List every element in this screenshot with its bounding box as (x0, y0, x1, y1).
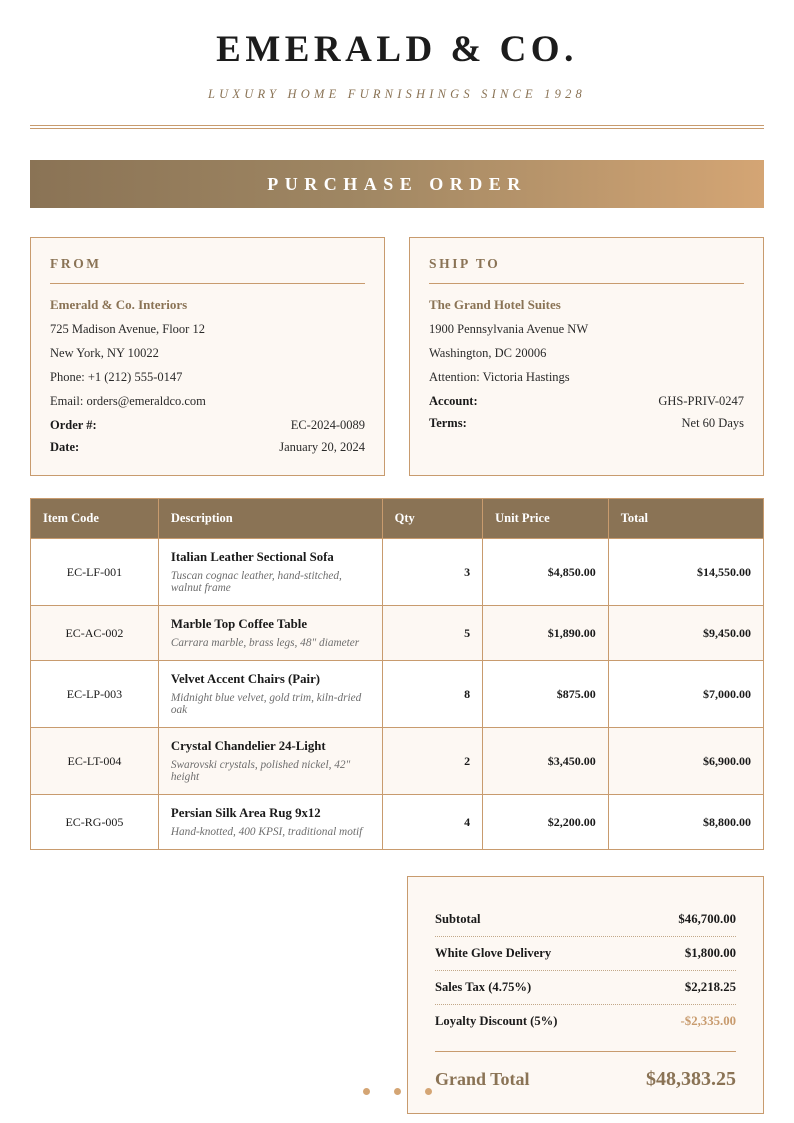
cell-unit-price: $1,890.00 (483, 606, 609, 661)
total-label: Loyalty Discount (5%) (435, 1014, 558, 1029)
line-items-table (30, 498, 764, 850)
total-row (435, 903, 736, 937)
item-name: Velvet Accent Chairs (Pair) (170, 672, 321, 687)
terms-value: Net 60 Days (681, 416, 744, 431)
grand-total-value: $48,383.25 (646, 1068, 736, 1091)
table-row (31, 795, 764, 850)
footer-dot-icon (363, 1088, 370, 1095)
masthead (0, 0, 794, 129)
cell-unit-price: $875.00 (483, 661, 609, 728)
from-divider (50, 283, 365, 284)
from-organization: Emerald & Co. Interiors (50, 297, 188, 313)
footer-dot-icon (394, 1088, 401, 1095)
cell-total: $14,550.00 (608, 539, 763, 606)
company-name: EMERALD & CO. (216, 29, 578, 70)
cell-total: $9,450.00 (608, 606, 763, 661)
column-header-total: Total (608, 499, 763, 539)
cell-total: $8,800.00 (608, 795, 763, 850)
document-title: PURCHASE ORDER (267, 173, 527, 194)
ship-to-attention: Attention: Victoria Hastings (429, 370, 570, 385)
grand-total-label: Grand Total (435, 1069, 530, 1090)
item-description: Hand-knotted, 400 KPSI, traditional motif (170, 826, 363, 839)
ship-to-divider (429, 283, 744, 284)
cell-description (158, 606, 382, 661)
total-row (435, 971, 736, 1005)
ship-to-address-line: Washington, DC 20006 (429, 346, 547, 361)
cell-item-code: EC-LP-003 (31, 661, 159, 728)
grand-total-divider (435, 1051, 736, 1052)
ship-to-address-line: 1900 Pennsylvania Avenue NW (429, 322, 589, 337)
account-label: Account: (429, 394, 478, 409)
item-description: Carrara marble, brass legs, 48" diameter (170, 637, 360, 650)
address-cards (30, 237, 764, 476)
cell-item-code: EC-RG-005 (31, 795, 159, 850)
item-name: Italian Leather Sectional Sofa (170, 550, 334, 565)
cell-item-code: EC-AC-002 (31, 606, 159, 661)
total-row (435, 937, 736, 971)
cell-unit-price: $2,200.00 (483, 795, 609, 850)
account-value: GHS-PRIV-0247 (658, 394, 744, 409)
account-row (429, 394, 744, 409)
cell-qty: 2 (382, 728, 482, 795)
order-number-row (50, 418, 365, 433)
table-row (31, 728, 764, 795)
totals-section (30, 876, 764, 1114)
order-date-label: Date: (50, 440, 80, 455)
footer-dot-icon (425, 1088, 432, 1095)
total-label: Subtotal (435, 912, 481, 927)
cell-qty: 4 (382, 795, 482, 850)
cell-qty: 5 (382, 606, 482, 661)
terms-row (429, 416, 744, 431)
ship-to-organization: The Grand Hotel Suites (429, 297, 561, 313)
grand-total-row (435, 1058, 736, 1091)
from-address-line: 725 Madison Avenue, Floor 12 (50, 322, 205, 337)
line-items-body (31, 539, 764, 850)
order-number-label: Order #: (50, 418, 97, 433)
cell-unit-price: $4,850.00 (483, 539, 609, 606)
from-card (30, 237, 385, 476)
terms-label: Terms: (429, 416, 467, 431)
table-row (31, 661, 764, 728)
cell-total: $7,000.00 (608, 661, 763, 728)
total-value: $46,700.00 (678, 912, 736, 927)
total-value: -$2,335.00 (680, 1014, 736, 1029)
item-name: Persian Silk Area Rug 9x12 (170, 806, 321, 821)
cell-item-code: EC-LT-004 (31, 728, 159, 795)
company-tagline: LUXURY HOME FURNISHINGS SINCE 1928 (208, 86, 586, 101)
table-header-row (31, 499, 764, 539)
table-row (31, 539, 764, 606)
cell-description (158, 661, 382, 728)
from-email: Email: orders@emeraldco.com (50, 394, 206, 409)
item-description: Midnight blue velvet, gold trim, kiln-dried oak (170, 692, 362, 717)
total-label: Sales Tax (4.75%) (435, 980, 532, 995)
total-value: $2,218.25 (684, 980, 736, 995)
document-title-banner (30, 160, 764, 208)
cell-description (158, 795, 382, 850)
header-divider (30, 125, 764, 130)
total-row (435, 1005, 736, 1038)
total-value: $1,800.00 (684, 946, 736, 961)
column-header-item-code: Item Code (31, 499, 159, 539)
from-phone: Phone: +1 (212) 555-0147 (50, 370, 183, 385)
cell-description (158, 539, 382, 606)
line-items-header (31, 499, 764, 539)
total-label: White Glove Delivery (435, 946, 552, 961)
order-date-row (50, 440, 365, 455)
cell-item-code: EC-LF-001 (31, 539, 159, 606)
item-description: Tuscan cognac leather, hand-stitched, walnut frame (170, 570, 342, 595)
item-name: Crystal Chandelier 24-Light (170, 739, 326, 754)
order-number-value: EC-2024-0089 (290, 418, 365, 433)
ship-to-card (409, 237, 764, 476)
cell-qty: 3 (382, 539, 482, 606)
item-name: Marble Top Coffee Table (170, 617, 308, 632)
order-date-value: January 20, 2024 (279, 440, 365, 455)
footer-ornament (0, 1088, 794, 1095)
totals-panel (407, 876, 764, 1114)
cell-unit-price: $3,450.00 (483, 728, 609, 795)
column-header-unit-price: Unit Price (483, 499, 609, 539)
ship-to-heading: SHIP TO (429, 256, 501, 272)
from-address-line: New York, NY 10022 (50, 346, 159, 361)
column-header-description: Description (158, 499, 382, 539)
column-header-qty: Qty (382, 499, 482, 539)
item-description: Swarovski crystals, polished nickel, 42" height (170, 759, 351, 784)
from-heading: FROM (50, 256, 102, 272)
table-row (31, 606, 764, 661)
cell-total: $6,900.00 (608, 728, 763, 795)
cell-qty: 8 (382, 661, 482, 728)
cell-description (158, 728, 382, 795)
